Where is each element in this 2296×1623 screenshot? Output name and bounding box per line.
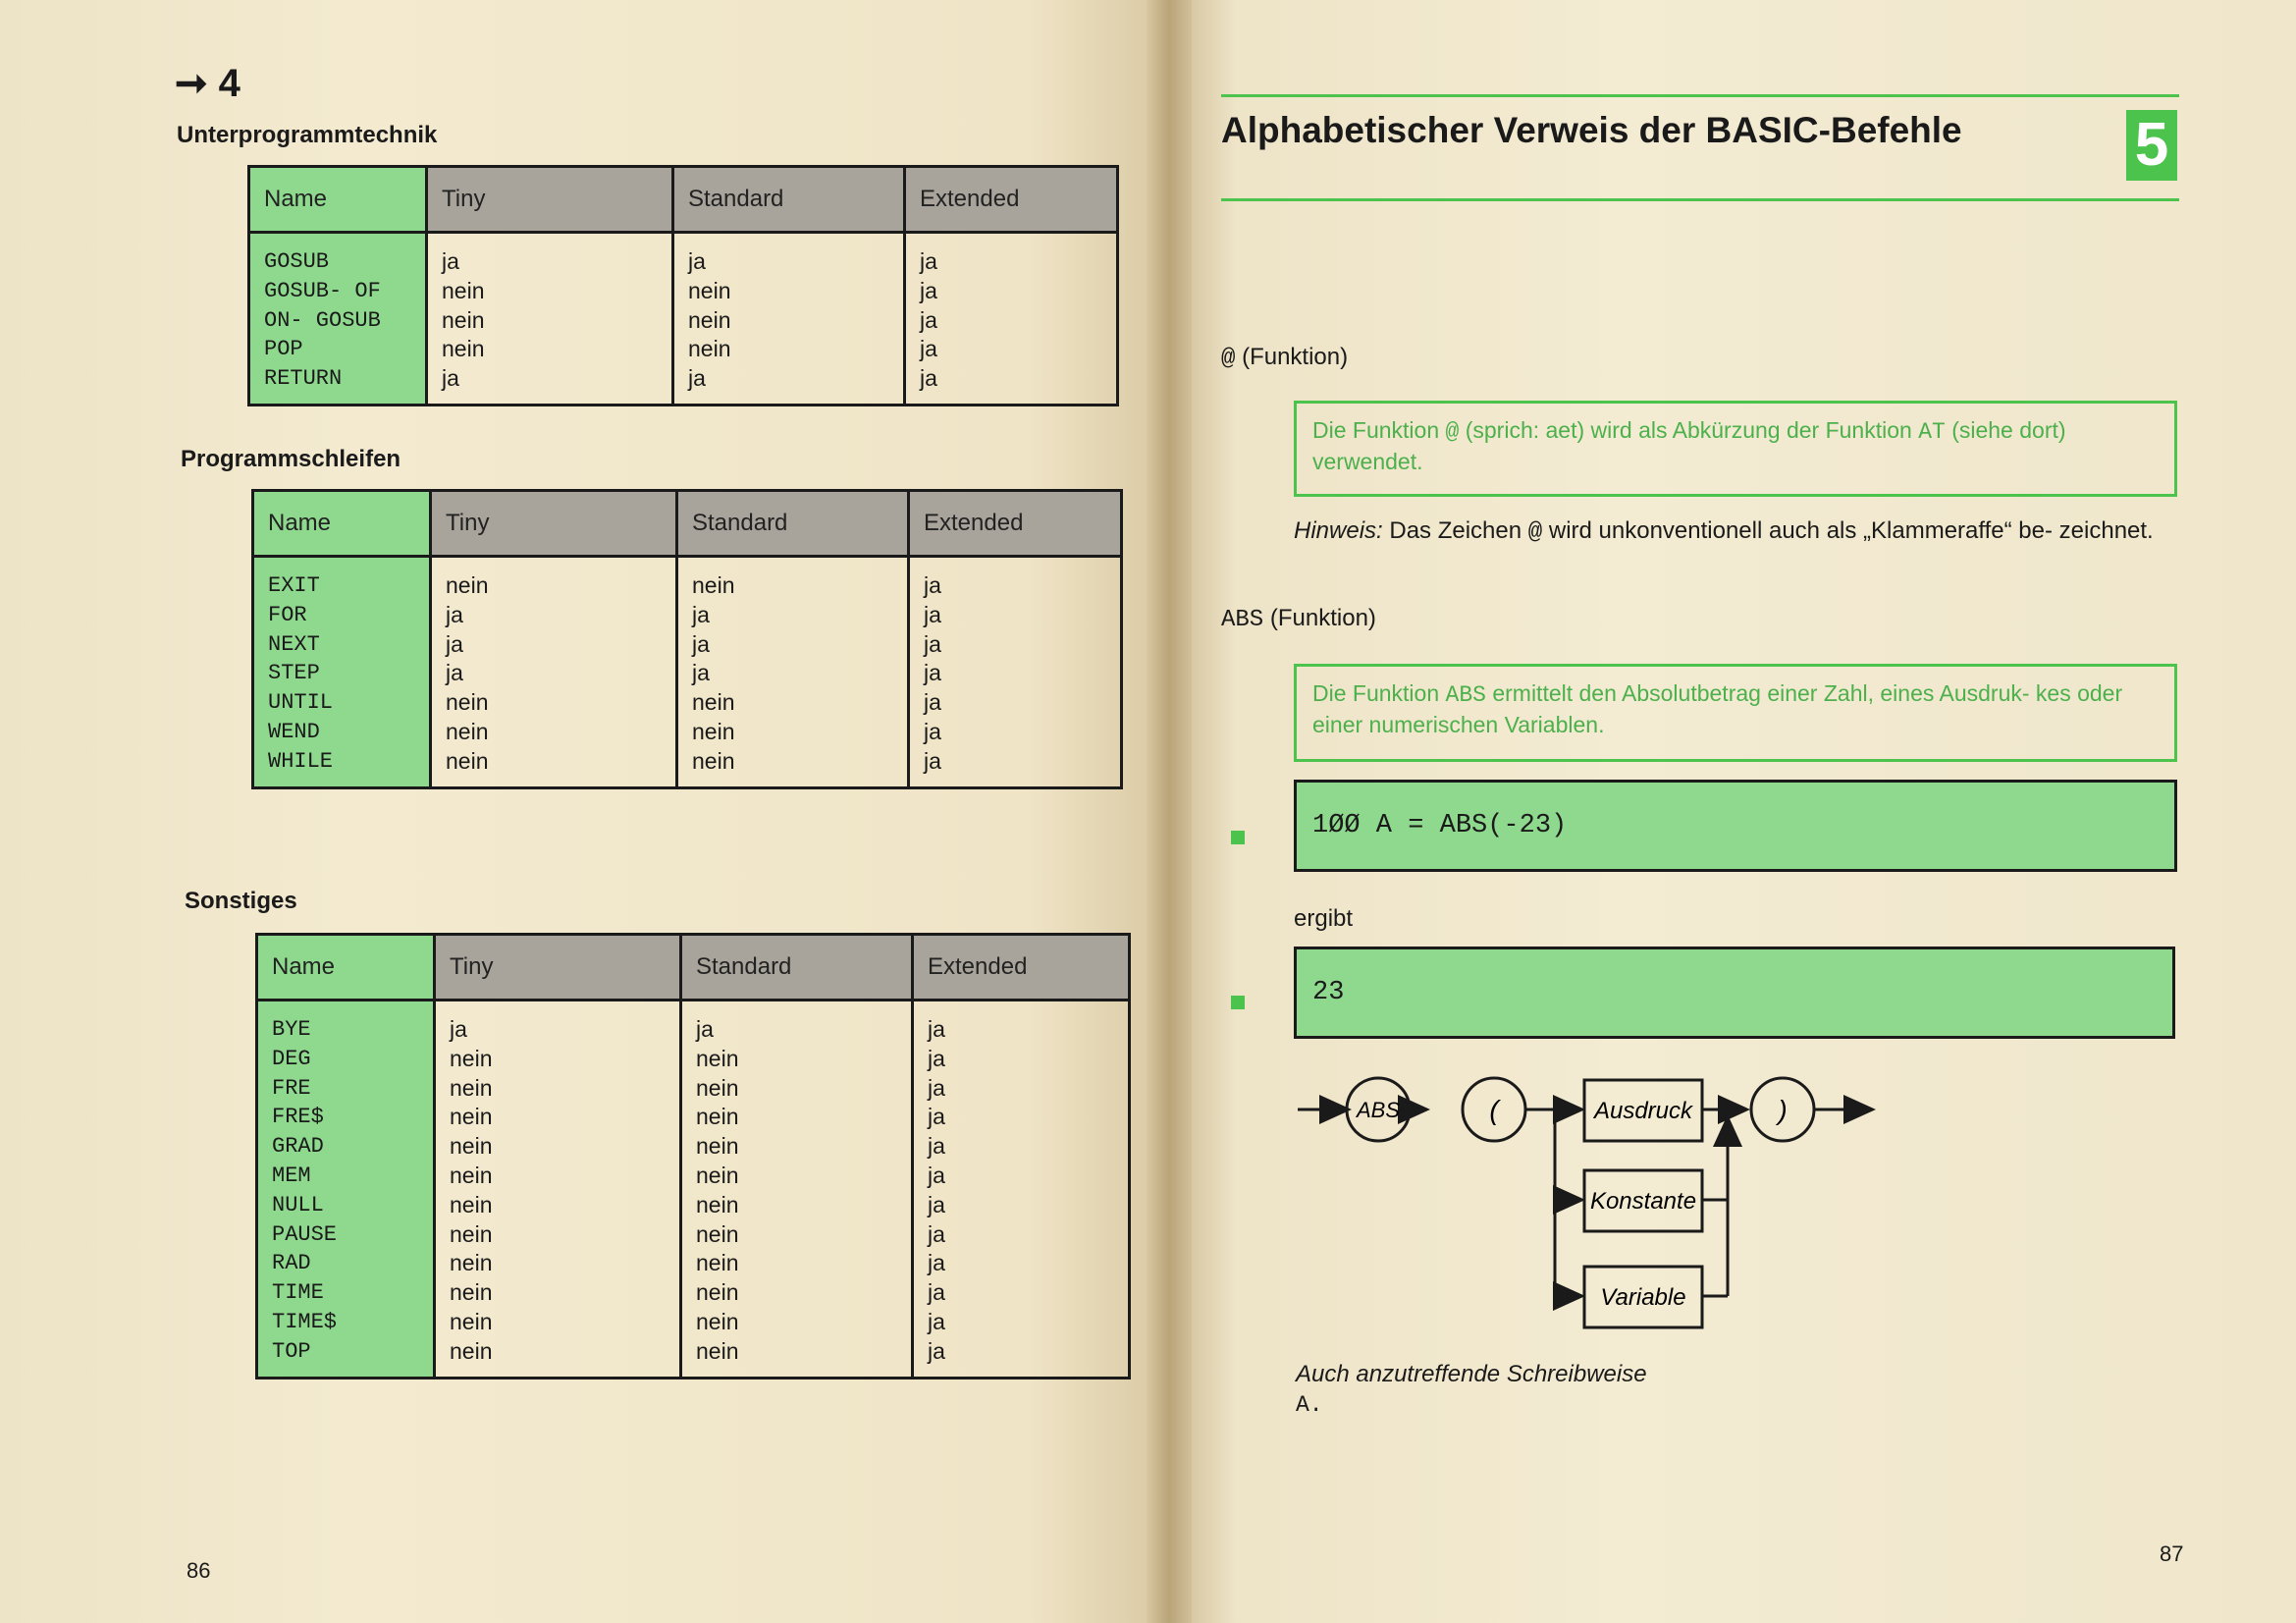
command-name: MEM <box>272 1163 311 1188</box>
extended-value: ja <box>924 718 941 744</box>
chapter-badge: 5 <box>2126 110 2177 181</box>
section-title-sonstiges: Sonstiges <box>185 888 297 914</box>
syntax-diagram <box>1286 1060 1895 1345</box>
tiny-value: nein <box>442 277 485 303</box>
tiny-value: nein <box>442 306 485 333</box>
extended-value: ja <box>924 660 941 686</box>
table-programmschleifen <box>251 489 1123 789</box>
column-header-tiny: Tiny <box>427 167 673 233</box>
command-name: WHILE <box>268 748 334 774</box>
alt-spelling-value: A. <box>1296 1392 1323 1418</box>
syntax-open-paren: ( <box>1489 1095 1499 1125</box>
extended-value: ja <box>924 630 941 657</box>
extended-cell <box>909 557 1122 788</box>
extended-value: ja <box>928 1016 945 1042</box>
page-number-left: 86 <box>187 1558 211 1583</box>
syntax-alt-konstante: Konstante <box>1589 1188 1697 1215</box>
standard-cell <box>673 233 905 406</box>
tiny-value: ja <box>442 365 459 392</box>
extended-value: ja <box>928 1308 945 1334</box>
extended-value: ja <box>928 1220 945 1247</box>
extended-value: ja <box>920 277 937 303</box>
standard-value: nein <box>688 336 731 362</box>
standard-value: nein <box>696 1133 739 1160</box>
section-title-unterprogrammtechnik: Unterprogrammtechnik <box>177 122 438 148</box>
example-code-box: 1ØØ A = ABS(-23) <box>1294 780 2177 872</box>
command-name: NULL <box>272 1192 324 1217</box>
command-name: TIME <box>272 1280 324 1306</box>
standard-value: nein <box>692 572 735 598</box>
extended-value: ja <box>920 365 937 392</box>
definition-text: (sprich: aet) wird als Abkürzung der Funktion <box>1459 417 1919 443</box>
command-name: BYE <box>272 1017 311 1042</box>
standard-value: nein <box>696 1191 739 1217</box>
extended-value: ja <box>924 747 941 774</box>
column-header-tiny: Tiny <box>435 935 681 1001</box>
command-name: NEXT <box>268 631 320 657</box>
entry-abs-keyword: ABS <box>1221 607 1264 633</box>
extended-value: ja <box>928 1045 945 1071</box>
result-label: ergibt <box>1294 905 1354 932</box>
syntax-close-paren: ) <box>1778 1095 1788 1125</box>
tiny-value: nein <box>446 572 489 598</box>
standard-value: nein <box>688 306 731 333</box>
hint-symbol: @ <box>1527 519 1543 546</box>
syntax-keyword: ABS <box>1356 1098 1401 1122</box>
chapter-reference: ➞ 4 <box>175 62 240 105</box>
tiny-value: nein <box>450 1191 493 1217</box>
section-title-programmschleifen: Programmschleifen <box>181 446 401 472</box>
standard-value: nein <box>696 1279 739 1306</box>
standard-value: nein <box>696 1220 739 1247</box>
alt-spelling-label: Auch anzutreffende Schreibweise <box>1296 1361 1647 1387</box>
entry-at-kind: (Funktion) <box>1242 344 1349 370</box>
extended-value: ja <box>928 1279 945 1306</box>
command-name: ON- GOSUB <box>264 307 381 333</box>
tiny-value: nein <box>450 1337 493 1364</box>
tiny-cell <box>427 233 673 406</box>
example-bullet <box>1231 831 1245 844</box>
extended-cell <box>905 233 1118 406</box>
tiny-value: nein <box>450 1162 493 1188</box>
command-name: TOP <box>272 1338 311 1364</box>
entry-abs-definition <box>1294 664 2177 762</box>
command-name: GRAD <box>272 1134 324 1160</box>
command-name: RETURN <box>264 366 343 392</box>
tiny-value: nein <box>446 747 489 774</box>
tiny-value: nein <box>446 689 489 716</box>
standard-value: ja <box>692 630 710 657</box>
command-name: POP <box>264 337 303 362</box>
tiny-value: nein <box>450 1133 493 1160</box>
standard-value: nein <box>696 1104 739 1130</box>
command-name: STEP <box>268 661 320 686</box>
definition-text: ermittelt den Absolutbetrag einer Zahl, eines Ausdruk- kes oder einer numerischen Variablen. <box>1312 680 2123 737</box>
tiny-value: nein <box>450 1250 493 1276</box>
table-row <box>257 1001 1130 1379</box>
hint-text: Das Zeichen <box>1382 517 1528 544</box>
tiny-value: nein <box>442 336 485 362</box>
extended-value: ja <box>928 1162 945 1188</box>
definition-text: Die Funktion <box>1312 680 1446 706</box>
result-box: 23 <box>1294 947 2175 1039</box>
column-header-standard: Standard <box>673 167 905 233</box>
command-name: TIME$ <box>272 1309 338 1334</box>
entry-abs-kind: (Funktion) <box>1269 605 1376 631</box>
entry-at-hint <box>1294 516 2177 548</box>
column-header-tiny: Tiny <box>431 491 677 557</box>
extended-value: ja <box>924 689 941 716</box>
top-green-rule <box>1221 94 2179 97</box>
standard-value: nein <box>696 1337 739 1364</box>
command-name: FRE <box>272 1075 311 1101</box>
tiny-value: nein <box>450 1279 493 1306</box>
tiny-value: nein <box>450 1308 493 1334</box>
command-name: FRE$ <box>272 1105 324 1130</box>
command-name: WEND <box>268 719 320 744</box>
extended-value: ja <box>920 248 937 274</box>
result-bullet <box>1231 996 1245 1009</box>
standard-value: ja <box>688 248 706 274</box>
standard-value: ja <box>692 601 710 627</box>
column-header-name: Name <box>249 167 427 233</box>
tiny-value: ja <box>450 1016 467 1042</box>
table-row <box>249 233 1118 406</box>
column-header-extended: Extended <box>913 935 1130 1001</box>
extended-value: ja <box>924 601 941 627</box>
column-header-extended: Extended <box>905 167 1118 233</box>
standard-value: ja <box>688 365 706 392</box>
table-row <box>253 557 1122 788</box>
standard-value: nein <box>696 1074 739 1101</box>
extended-value: ja <box>928 1133 945 1160</box>
column-header-name: Name <box>253 491 431 557</box>
page-title: Alphabetischer Verweis der BASIC-Befehle <box>1221 110 1962 150</box>
extended-value: ja <box>928 1337 945 1364</box>
entry-at-definition <box>1294 401 2177 497</box>
tiny-value: nein <box>450 1074 493 1101</box>
tiny-value: nein <box>450 1104 493 1130</box>
extended-value: ja <box>928 1250 945 1276</box>
standard-value: nein <box>692 747 735 774</box>
tiny-value: ja <box>446 630 463 657</box>
standard-value: nein <box>696 1162 739 1188</box>
extended-value: ja <box>928 1104 945 1130</box>
tiny-cell <box>431 557 677 788</box>
definition-symbol: ABS <box>1445 682 1486 708</box>
definition-symbol: AT <box>1918 419 1946 445</box>
command-name: GOSUB- OF <box>264 278 381 303</box>
standard-value: nein <box>692 718 735 744</box>
extended-value: ja <box>920 336 937 362</box>
command-name: RAD <box>272 1251 311 1276</box>
bottom-green-rule <box>1221 198 2179 201</box>
standard-value: nein <box>692 689 735 716</box>
command-name: DEG <box>272 1046 311 1071</box>
syntax-alt-variable: Variable <box>1600 1284 1686 1311</box>
column-header-standard: Standard <box>681 935 913 1001</box>
column-header-extended: Extended <box>909 491 1122 557</box>
definition-symbol: @ <box>1445 419 1460 445</box>
standard-cell <box>681 1001 913 1379</box>
command-name: UNTIL <box>268 690 334 716</box>
standard-value: nein <box>696 1045 739 1071</box>
tiny-value: ja <box>446 660 463 686</box>
standard-cell <box>677 557 909 788</box>
tiny-value: nein <box>450 1045 493 1071</box>
standard-value: nein <box>688 277 731 303</box>
command-name: GOSUB <box>264 249 330 274</box>
page-number-right: 87 <box>2160 1542 2184 1566</box>
column-header-standard: Standard <box>677 491 909 557</box>
tiny-value: ja <box>446 601 463 627</box>
entry-at-symbol: @ <box>1221 346 1236 372</box>
command-name: PAUSE <box>272 1221 338 1247</box>
tiny-value: nein <box>446 718 489 744</box>
hint-label: Hinweis: <box>1294 517 1383 544</box>
command-name: FOR <box>268 602 307 627</box>
definition-text: (siehe dort) verwendet. <box>1312 417 2066 474</box>
name-cell <box>249 233 427 406</box>
name-cell <box>257 1001 435 1379</box>
hint-text: wird unkonventionell auch als „Klammeraffe“ be- zeichnet. <box>1542 517 2154 544</box>
tiny-value: nein <box>450 1220 493 1247</box>
extended-cell <box>913 1001 1130 1379</box>
command-name: EXIT <box>268 573 320 598</box>
entry-abs-heading <box>1221 605 1376 633</box>
extended-value: ja <box>928 1191 945 1217</box>
entry-at-heading <box>1221 344 1348 372</box>
book-gutter <box>1147 0 1192 1623</box>
syntax-alt-ausdruck: Ausdruck <box>1593 1098 1693 1124</box>
tiny-value: ja <box>442 248 459 274</box>
extended-value: ja <box>920 306 937 333</box>
table-sonstiges <box>255 933 1131 1380</box>
table-unterprogrammtechnik <box>247 165 1119 406</box>
standard-value: ja <box>692 660 710 686</box>
tiny-cell <box>435 1001 681 1379</box>
extended-value: ja <box>928 1074 945 1101</box>
standard-value: nein <box>696 1308 739 1334</box>
extended-value: ja <box>924 572 941 598</box>
standard-value: nein <box>696 1250 739 1276</box>
name-cell <box>253 557 431 788</box>
standard-value: ja <box>696 1016 714 1042</box>
column-header-name: Name <box>257 935 435 1001</box>
definition-text: Die Funktion <box>1312 417 1446 443</box>
